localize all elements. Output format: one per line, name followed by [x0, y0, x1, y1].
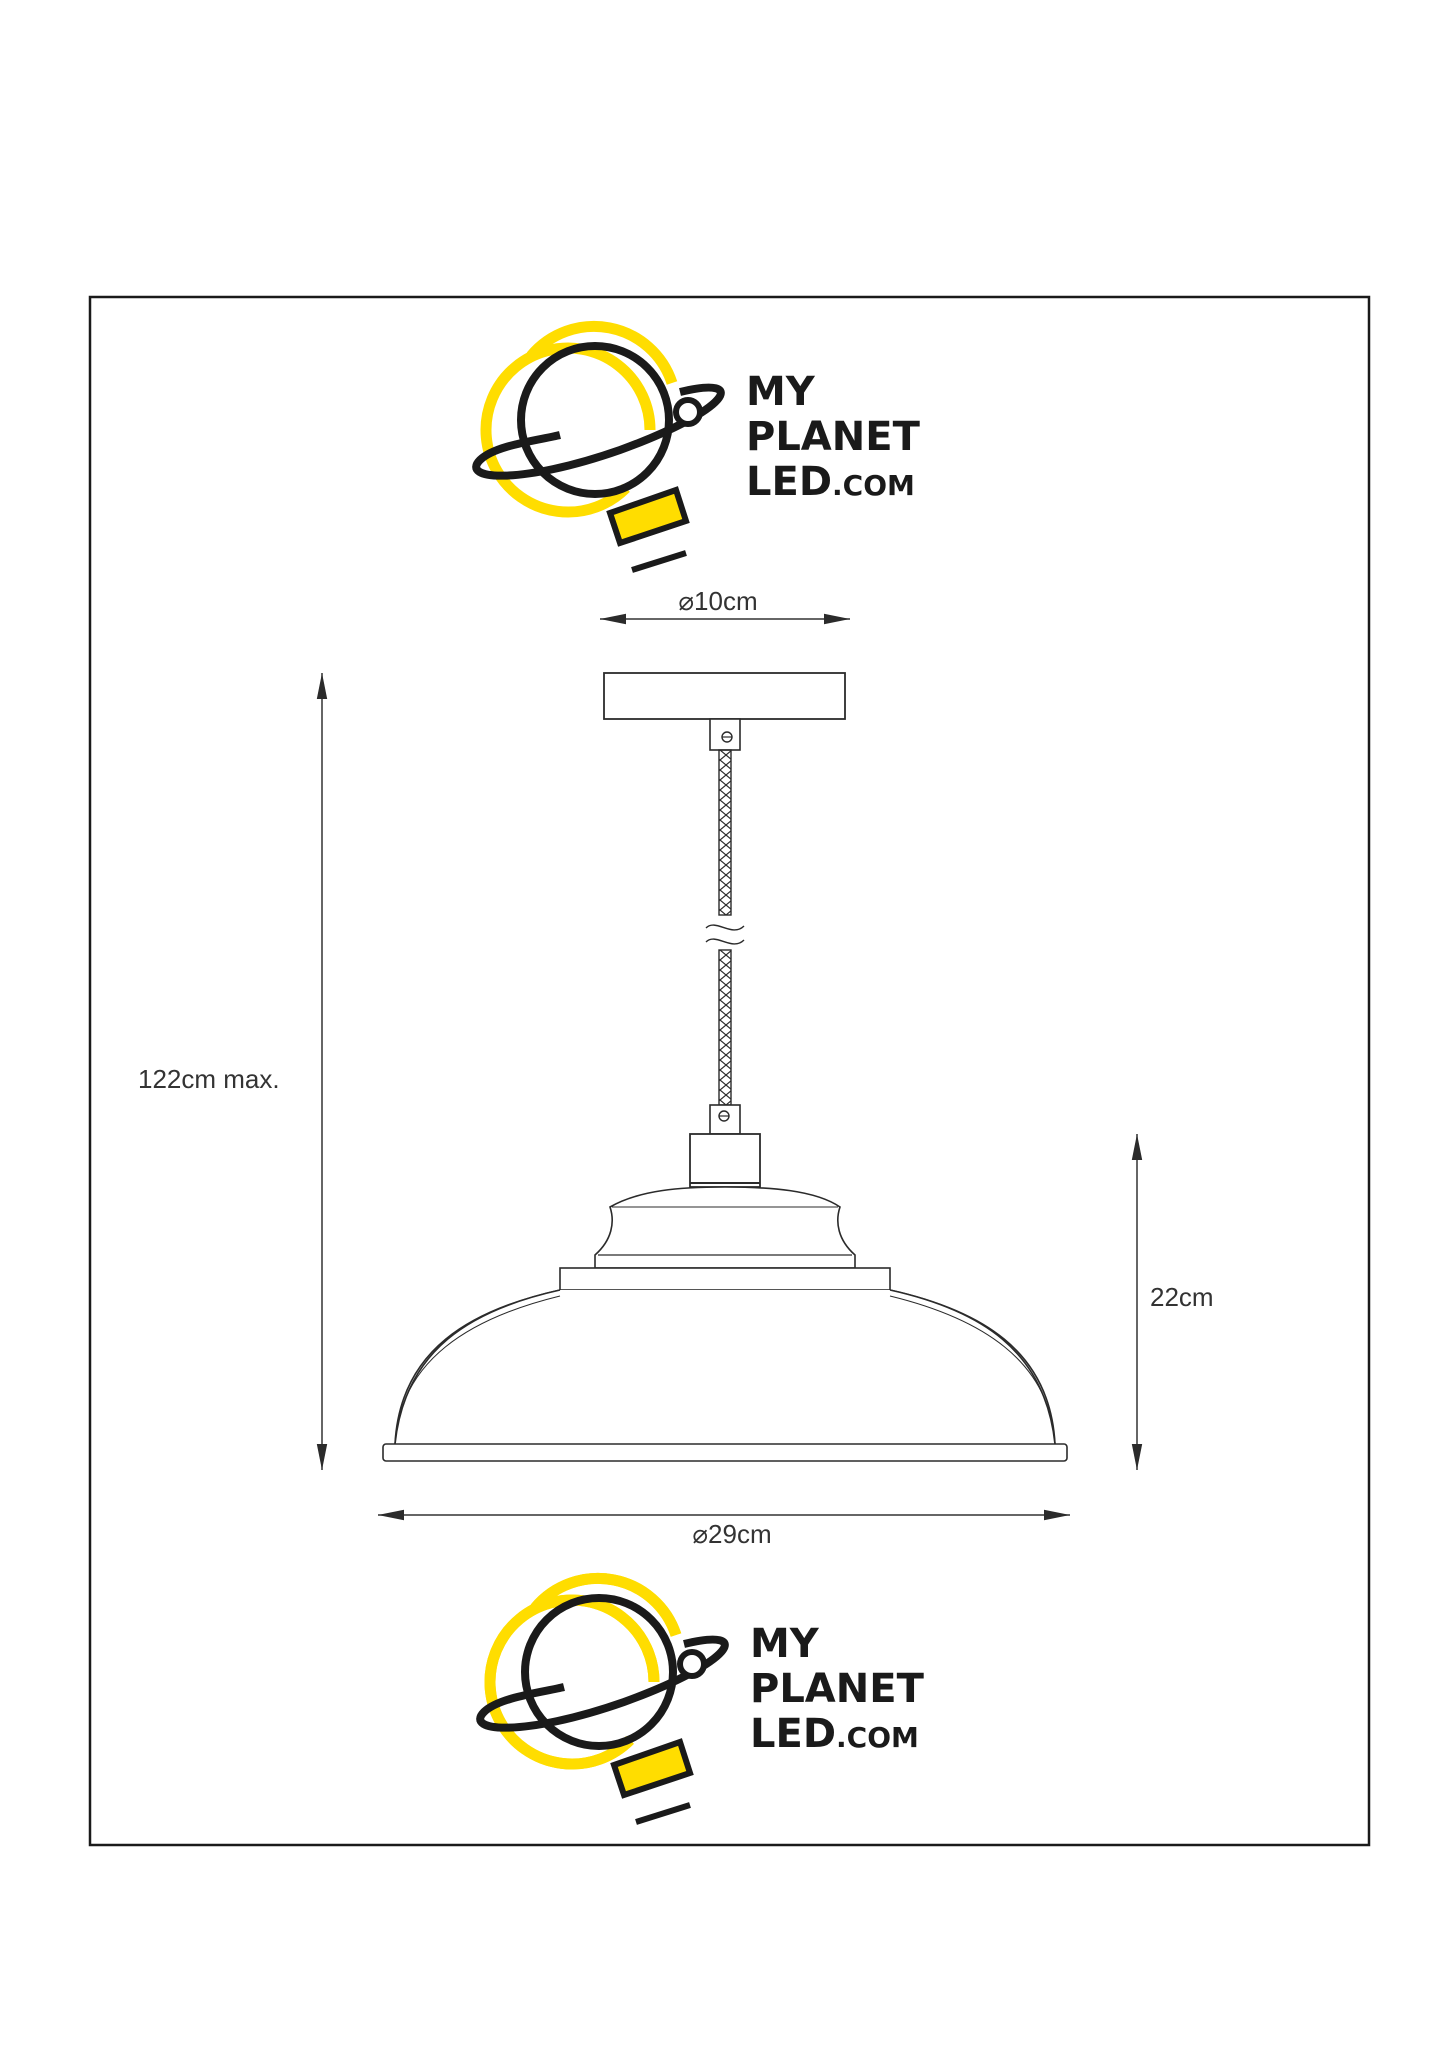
- cable-break-mark: [706, 925, 744, 944]
- brand-line-led: [746, 459, 915, 505]
- ceiling-canopy: [604, 673, 845, 719]
- shade-rim: [383, 1444, 1067, 1461]
- planet-bulb-logo-icon: [476, 326, 721, 570]
- brand-line-led-bottom: [750, 1711, 919, 1757]
- lamp-holder: [690, 1134, 760, 1187]
- dimension-shade-height: [1137, 1134, 1214, 1470]
- brand-line-planet-bottom: PLANET: [750, 1666, 924, 1712]
- brand-logo-bottom-mark: [480, 1578, 725, 1822]
- label-shade-height: 22cm: [1150, 1282, 1214, 1312]
- brand-led-main-bottom: LED: [750, 1711, 837, 1757]
- brand-line-my-bottom: MY: [750, 1621, 819, 1667]
- shade-collar: [560, 1268, 890, 1290]
- brand-led-suffix-bottom: .COM: [836, 1721, 919, 1754]
- brand-wordmark-bottom: [750, 1621, 925, 1757]
- brand-line-planet: PLANET: [746, 414, 920, 460]
- dimension-total-height: [138, 673, 322, 1470]
- screw-icon: [722, 732, 732, 742]
- shade-neck: [595, 1187, 855, 1268]
- brand-line-my: MY: [746, 369, 815, 415]
- dimension-shade-diameter: [378, 1515, 1070, 1549]
- dimension-canopy-diameter: [600, 586, 850, 619]
- braided-cable-lower: [719, 950, 731, 1105]
- pendant-lamp-drawing: [383, 673, 1067, 1461]
- label-canopy-diameter: ⌀10cm: [678, 586, 758, 616]
- screw-icon: [719, 1111, 729, 1121]
- label-shade-diameter: ⌀29cm: [692, 1519, 772, 1549]
- braided-cable-upper: [719, 750, 731, 915]
- brand-logo-top: [476, 326, 920, 570]
- label-total-height: 122cm max.: [138, 1064, 280, 1094]
- brand-led-suffix: .COM: [832, 469, 915, 502]
- brand-led-main: LED: [746, 459, 833, 505]
